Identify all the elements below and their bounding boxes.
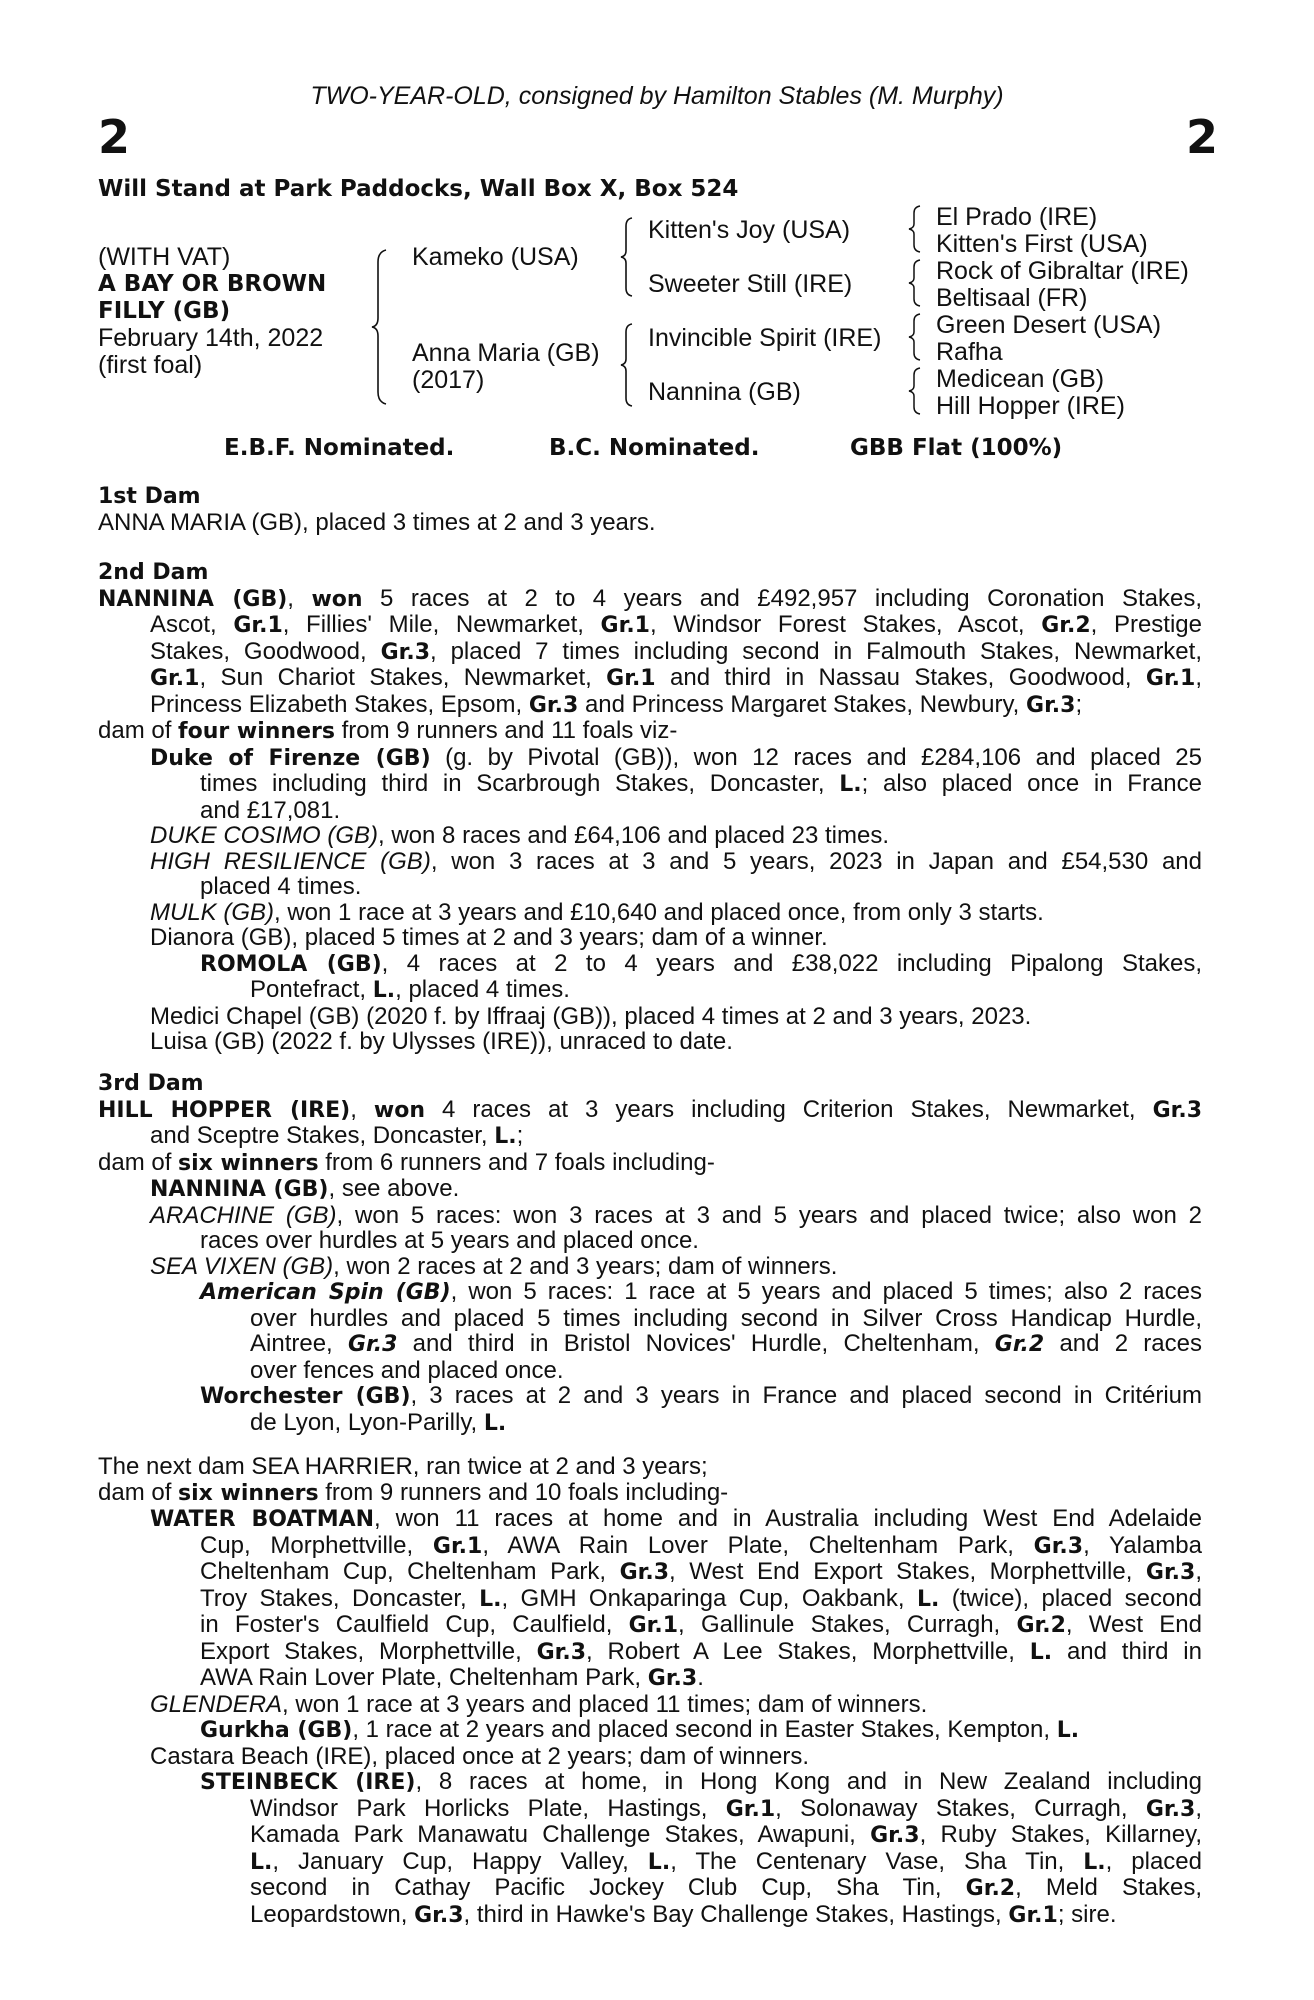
text-run: MULK (GB) — [150, 898, 275, 926]
text-run: in Foster's Caulfield Cup, Caulfield, — [200, 1611, 629, 1638]
text-run: Gr.3 — [1145, 1560, 1196, 1585]
dam-sire-name: Invincible Spirit (IRE) — [648, 324, 882, 352]
text-run: ROMOLA (GB) — [200, 951, 382, 977]
second-dam-line — [98, 823, 1202, 849]
second-dam-line: Luisa (GB) (2022 f. by Ulysses (IRE)), unraced to date. — [150, 1028, 733, 1055]
next-dam-line — [98, 1533, 1202, 1560]
text-run: , Fillies' Mile, Newmarket, — [282, 611, 601, 638]
text-run: , won 1 race at 3 years and placed 11 times; dam of winners. — [282, 1690, 928, 1718]
text-run: , The Centenary Vase, Sha Tin, — [670, 1847, 1084, 1875]
text-run: Gr.2 — [1041, 613, 1091, 638]
text-run: , Solonaway Stakes, Curragh, — [775, 1794, 1146, 1822]
text-run: Gr.3 — [380, 639, 431, 665]
text-run: ; — [516, 1122, 524, 1149]
third-dam-section — [98, 1071, 1202, 1436]
text-run: , won 2 races at 2 and 3 years; dam of winners. — [333, 1252, 838, 1280]
first-dam-section — [98, 484, 1202, 535]
pedigree-brace-g12 — [908, 204, 922, 254]
text-run: , January Cup, Happy Valley, — [272, 1847, 648, 1875]
text-run: L. — [372, 978, 396, 1003]
pedigree-brace-g56 — [908, 312, 922, 362]
third-dam-line: over hurdles and placed 5 times including second in Silver Cross Handicap Hurdle, — [250, 1304, 1202, 1332]
text-run: from 6 runners and 7 foals including- — [318, 1148, 715, 1176]
lot-number-right: 2 — [1185, 110, 1218, 164]
text-run: Gr.1 — [233, 613, 283, 638]
pedigree-brace-g34 — [908, 258, 922, 308]
text-run: , Sun Chariot Stakes, Newmarket, — [199, 664, 607, 691]
text-run: , 3 races at 2 and 3 years in France and placed second in Critérium — [410, 1382, 1203, 1409]
lot-number-left: 2 — [98, 110, 131, 164]
text-run: , — [287, 584, 312, 612]
second-dam-line: Medici Chapel (GB) (2020 f. by Iffraaj (GB)), placed 4 times at 2 and 3 years, 2023. — [150, 1002, 1032, 1030]
text-run: L. — [479, 1586, 502, 1612]
second-dam-line — [98, 665, 1202, 692]
text-run: and third in Nassau Stakes, Goodwood, — [655, 664, 1146, 691]
second-dam-line: placed 4 times. — [200, 873, 362, 900]
text-run: L. — [839, 772, 862, 797]
second-dam-line — [98, 639, 1202, 666]
second-dam-line: and £17,081. — [200, 796, 341, 824]
text-run: , won 8 races and £64,106 and placed 23 times. — [378, 822, 890, 849]
text-run: and third in — [1052, 1637, 1202, 1665]
vat-note: (WITH VAT) — [98, 243, 231, 271]
text-run: , Ruby Stakes, Killarney, — [919, 1821, 1202, 1848]
text-run: L. — [1083, 1849, 1106, 1875]
text-run: WATER BOATMAN — [150, 1507, 375, 1532]
next-dam-line — [98, 1559, 1202, 1586]
text-run: , — [1195, 1794, 1202, 1822]
text-run: , won 5 races: won 3 races at 3 and 5 years and placed twice; also won 2 — [336, 1201, 1202, 1229]
second-dam-line — [98, 692, 1202, 719]
third-dam-line — [98, 1176, 1202, 1203]
gbb-flat: GBB Flat (100%) — [850, 435, 1063, 461]
next-dam-line — [98, 1480, 1202, 1507]
text-run: times including third in Scarbrough Stakes, Doncaster, — [200, 770, 840, 797]
text-run: Gr.3 — [1033, 1533, 1084, 1559]
text-run: , — [1195, 1558, 1202, 1585]
pedigree-brace-dam — [620, 322, 634, 408]
text-run: Gr.2 — [965, 1876, 1016, 1901]
text-run: ; sire. — [1057, 1900, 1117, 1928]
ebf-nomination: E.B.F. Nominated. — [224, 435, 455, 461]
next-dam-line — [98, 1639, 1202, 1666]
pedigree-gg5: Green Desert (USA) — [936, 311, 1162, 339]
text-run: de Lyon, Lyon-Parilly, — [250, 1408, 484, 1436]
third-dam-line — [98, 1203, 1202, 1229]
text-run: Export Stakes, Morphettville, — [200, 1637, 537, 1665]
text-run: won — [373, 1097, 425, 1123]
text-run: , won 1 race at 3 years and £10,640 and placed once, from only 3 starts. — [274, 898, 1044, 926]
text-run: SEA VIXEN (GB) — [150, 1252, 334, 1280]
pedigree-gg1: El Prado (IRE) — [936, 203, 1098, 231]
pedigree-gg2: Kitten's First (USA) — [936, 230, 1148, 258]
dam-dam-name: Nannina (GB) — [648, 378, 801, 406]
text-run: Gr.1 — [1145, 666, 1196, 691]
next-dam-section — [98, 1454, 1202, 1928]
text-run: from 9 runners and 10 foals including- — [318, 1478, 729, 1506]
text-run: Gr.3 — [347, 1332, 398, 1357]
text-run: from 9 runners and 11 foals viz- — [334, 717, 678, 744]
text-run: , 8 races at home, in Hong Kong and in New Zealand including — [415, 1768, 1203, 1795]
text-run: L. — [494, 1124, 517, 1149]
dam-name: Anna Maria (GB) — [412, 339, 600, 367]
text-run: , placed — [1105, 1847, 1202, 1875]
text-run: , Yalamba — [1083, 1531, 1202, 1559]
text-run: NANNINA (GB) — [150, 1177, 329, 1202]
next-dam-line — [98, 1902, 1202, 1929]
foal-note: (first foal) — [98, 351, 203, 379]
text-run: , 1 race at 2 years and placed second in Easter Stakes, Kempton, — [352, 1716, 1057, 1743]
text-run: Gr.1 — [432, 1533, 483, 1559]
text-run: Gr.3 — [528, 692, 579, 718]
next-dam-line — [98, 1822, 1202, 1849]
text-run: , won 11 races at home and in Australia including West End Adelaide — [374, 1505, 1202, 1532]
next-dam-line — [98, 1586, 1202, 1613]
text-run: HIGH RESILIENCE (GB) — [150, 847, 431, 875]
second-dam-line — [98, 718, 1202, 745]
text-run: , Windsor Forest Stakes, Ascot, — [649, 611, 1042, 638]
second-dam-line — [98, 586, 1202, 613]
third-dam-line — [98, 1097, 1202, 1124]
text-run: Gr.1 — [1008, 1902, 1058, 1928]
text-run: , see above. — [328, 1175, 460, 1202]
text-run: L. — [916, 1586, 940, 1612]
text-run: , Robert A Lee Stakes, Morphettville, — [586, 1637, 1030, 1665]
text-run: , won 3 races at 3 and 5 years, 2023 in Japan and £54,530 and — [430, 847, 1202, 875]
first-dam-heading: 1st Dam — [98, 484, 201, 509]
pedigree-gg3: Rock of Gibraltar (IRE) — [936, 257, 1189, 285]
text-run: , Prestige — [1090, 611, 1202, 638]
next-dam-line: The next dam SEA HARRIER, ran twice at 2 and 3 years; — [98, 1453, 708, 1480]
text-run: Leopardstown, — [250, 1900, 415, 1928]
text-run: , — [1195, 664, 1202, 691]
text-run: STEINBECK (IRE) — [200, 1770, 416, 1795]
stand-location: Will Stand at Park Paddocks, Wall Box X, Box 524 — [98, 176, 739, 202]
text-run: Kamada Park Manawatu Challenge Stakes, Awapuni, — [250, 1821, 871, 1848]
third-dam-line — [98, 1279, 1202, 1306]
text-run: L. — [1029, 1639, 1053, 1665]
third-dam-line — [98, 1150, 1202, 1177]
text-run: Worchester (GB) — [200, 1384, 411, 1409]
text-run: DUKE COSIMO (GB) — [150, 822, 379, 849]
text-run: , AWA Rain Lover Plate, Cheltenham Park, — [482, 1531, 1034, 1559]
text-run: Gr.3 — [1152, 1097, 1202, 1123]
next-dam-line — [98, 1769, 1202, 1796]
text-run: and Princess Margaret Stakes, Newbury, — [578, 690, 1027, 718]
dam-year: (2017) — [412, 366, 485, 394]
text-run: Gr.3 — [536, 1639, 586, 1665]
next-dam-line: Castara Beach (IRE), placed once at 2 years; dam of winners. — [150, 1742, 809, 1770]
text-run: Gr.2 — [994, 1332, 1045, 1357]
text-run: , 4 races at 2 to 4 years and £38,022 including Pipalong Stakes, — [381, 949, 1202, 977]
text-run: L. — [483, 1410, 507, 1436]
text-run: Duke of Firenze (GB) — [150, 745, 431, 771]
text-run: ; also placed once in France — [861, 770, 1202, 797]
second-dam-line — [98, 977, 1202, 1004]
horse-name: NANNINA (GB) — [98, 586, 288, 612]
text-run: Troy Stakes, Doncaster, — [200, 1584, 480, 1612]
second-dam-line: Dianora (GB), placed 5 times at 2 and 3 years; dam of a winner. — [150, 924, 828, 951]
sire-dam-name: Sweeter Still (IRE) — [648, 270, 853, 298]
text-run: Gr.1 — [150, 666, 200, 691]
text-run: Cup, Morphettville, — [200, 1531, 433, 1559]
date-of-birth: February 14th, 2022 — [98, 324, 324, 352]
text-run: , Meld Stakes, — [1015, 1874, 1202, 1901]
second-dam-line — [98, 612, 1202, 639]
next-dam-line — [98, 1692, 1202, 1718]
text-run: 4 races at 3 years including Criterion Stakes, Newmarket, — [425, 1095, 1153, 1123]
text-run: Windsor Park Horlicks Plate, Hastings, — [250, 1794, 726, 1822]
horse-name-line1: A BAY OR BROWN — [98, 271, 327, 297]
text-run: Gr.1 — [600, 613, 650, 638]
text-run: Gr.1 — [628, 1613, 679, 1638]
third-dam-line — [98, 1123, 1202, 1150]
first-dam-text: ANNA MARIA (GB), placed 3 times at 2 and 3 years. — [98, 508, 656, 536]
text-run: Gr.2 — [1016, 1613, 1066, 1638]
text-run: L. — [250, 1849, 273, 1875]
text-run: (twice), placed second — [939, 1584, 1202, 1612]
text-run: Gr.3 — [870, 1823, 920, 1848]
text-run: , — [350, 1095, 374, 1123]
text-run: GLENDERA — [150, 1690, 283, 1718]
text-run: Aintree, — [250, 1330, 348, 1357]
bc-nomination: B.C. Nominated. — [549, 435, 760, 461]
second-dam-heading: 2nd Dam — [98, 560, 209, 585]
text-run: and 2 races — [1044, 1330, 1202, 1357]
text-run: Gr.3 — [619, 1560, 670, 1585]
pedigree-gg7: Medicean (GB) — [936, 365, 1105, 393]
text-run: dam of — [98, 1148, 179, 1176]
text-run: Gr.3 — [647, 1666, 698, 1691]
text-run: L. — [647, 1849, 671, 1875]
text-run: , West End Export Stakes, Morphettville, — [669, 1558, 1146, 1585]
text-run: ; — [1075, 690, 1083, 718]
pedigree-brace-sire — [620, 216, 634, 298]
text-run: , placed 4 times. — [395, 976, 570, 1003]
text-run: (g. by Pivotal (GB)), won 12 races and £284,106 and placed 25 — [430, 743, 1202, 771]
text-run: Princess Elizabeth Stakes, Epsom, — [150, 690, 529, 718]
next-dam-line — [98, 1849, 1202, 1876]
text-run: , placed 7 times including second in Falmouth Stakes, Newmarket, — [430, 637, 1202, 665]
second-dam-line — [98, 900, 1202, 926]
text-run: Gr.3 — [414, 1902, 464, 1928]
text-run: four winners — [178, 719, 335, 744]
text-run: HILL HOPPER (IRE) — [98, 1097, 351, 1123]
text-run: . — [697, 1664, 704, 1691]
text-run: ARACHINE (GB) — [150, 1201, 337, 1229]
third-dam-line — [98, 1254, 1202, 1280]
second-dam-line — [98, 745, 1202, 772]
pedigree-gg8: Hill Hopper (IRE) — [936, 392, 1125, 420]
next-dam-line — [98, 1612, 1202, 1639]
text-run: Pontefract, — [250, 976, 373, 1003]
next-dam-line — [98, 1717, 1202, 1744]
horse-name-line2: FILLY (GB) — [98, 298, 231, 324]
text-run: , won 5 races: 1 race at 5 years and placed 5 times; also 2 races — [450, 1278, 1202, 1305]
text-run: 5 races at 2 to 4 years and £492,957 including Coronation Stakes, — [362, 584, 1202, 612]
text-run: Gr.3 — [1145, 1796, 1196, 1822]
third-dam-line: over fences and placed once. — [250, 1356, 564, 1384]
next-dam-line — [98, 1796, 1202, 1823]
next-dam-line — [98, 1506, 1202, 1533]
third-dam-line: races over hurdles at 5 years and placed once. — [200, 1227, 699, 1254]
second-dam-section — [98, 560, 1202, 1055]
text-run: Gurkha (GB) — [200, 1718, 353, 1743]
pedigree-gg6: Rafha — [936, 338, 1003, 366]
pedigree-brace-g78 — [908, 366, 922, 416]
next-dam-line — [98, 1875, 1202, 1902]
text-run: six winners — [178, 1480, 319, 1506]
text-run: six winners — [178, 1150, 319, 1176]
second-dam-line — [98, 771, 1202, 798]
text-run: , GMH Onkaparinga Cup, Oakbank, — [501, 1584, 917, 1612]
text-run: Ascot, — [150, 611, 234, 638]
third-dam-line — [98, 1383, 1202, 1410]
next-dam-line — [98, 1665, 1202, 1692]
second-dam-line — [98, 849, 1202, 875]
text-run: , Gallinule Stakes, Curragh, — [678, 1611, 1017, 1638]
second-dam-line — [98, 951, 1202, 978]
text-run: American Spin (GB) — [200, 1280, 451, 1305]
text-run: Gr.1 — [606, 666, 656, 691]
pedigree-brace-main — [370, 248, 388, 406]
text-run: AWA Rain Lover Plate, Cheltenham Park, — [200, 1664, 648, 1691]
text-run: L. — [1056, 1718, 1080, 1743]
text-run: and Sceptre Stakes, Doncaster, — [150, 1122, 495, 1149]
text-run: and third in Bristol Novices' Hurdle, Cheltenham, — [397, 1330, 995, 1357]
text-run: Stakes, Goodwood, — [150, 637, 381, 665]
third-dam-heading: 3rd Dam — [98, 1071, 204, 1096]
text-run: second in Cathay Pacific Jockey Club Cup, Sha Tin, — [250, 1874, 966, 1901]
text-run: won — [311, 586, 363, 612]
text-run: dam of — [98, 1478, 179, 1506]
third-dam-line — [98, 1410, 1202, 1437]
text-run: Gr.1 — [725, 1796, 776, 1822]
sire-name: Kameko (USA) — [412, 243, 579, 271]
text-run: Gr.3 — [1026, 692, 1076, 718]
text-run: Cheltenham Cup, Cheltenham Park, — [200, 1558, 620, 1585]
catalogue-title: TWO-YEAR-OLD, consigned by Hamilton Stables (M. Murphy) — [310, 82, 1004, 110]
sire-sire-name: Kitten's Joy (USA) — [648, 216, 851, 244]
text-run: , West End — [1065, 1611, 1202, 1638]
text-run: dam of — [98, 717, 179, 744]
text-run: , third in Hawke's Bay Challenge Stakes, Hastings, — [463, 1900, 1009, 1928]
third-dam-line — [98, 1331, 1202, 1358]
pedigree-gg4: Beltisaal (FR) — [936, 284, 1088, 312]
